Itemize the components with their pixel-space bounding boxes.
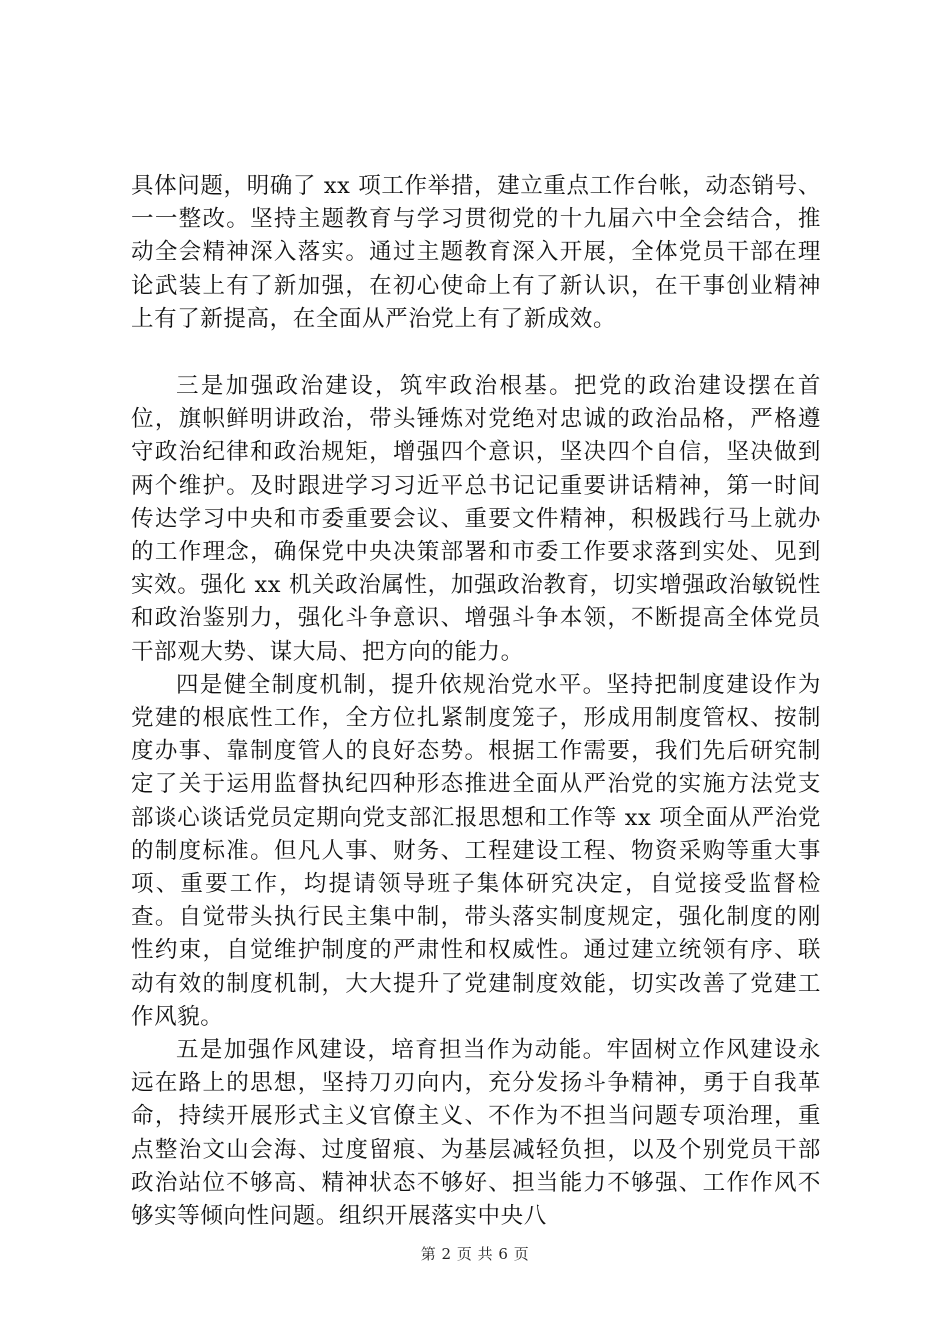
page-number-footer: 第 2 页 共 6 页 <box>420 1245 530 1263</box>
document-body <box>131 170 821 1233</box>
paragraph-institutional-mechanism: 四是健全制度机制，提升依规治党水平。坚持把制度建设作为党建的根底性工作，全方位扎紧制度笼子，形成用制度管权、按制度办事、靠制度管人的良好态势。根据工作需要，我们先后研究制定了关于运用监督执纪四种形态推进全面从严治党的实施方法党支部谈心谈话党员定期向党支部汇报思想和工作等 xx 项全面从严治党的制度标准。但凡人事、财务、工程建设工程、物资采购等重大事项、重要工作，均提请领导班子集体研究决定，自觉接受监督检查。自觉带头执行民主集中制，带头落实制度规定，强化制度的刚性约束，自觉维护制度的严肃性和权威性。通过建立统领有序、联动有效的制度机制，大大提升了党建制度效能，切实改善了党建工作风貌。 <box>131 671 821 1030</box>
paragraph-continuation: 具体问题，明确了 xx 项工作举措，建立重点工作台帐，动态销号、一一整改。坚持主题教育与学习贯彻党的十九届六中全会结合，推动全会精神深入落实。通过主题教育深入开展，全体党员干部在理论武装上有了新加强，在初心使命上有了新认识，在干事创业精神上有了新提高，在全面从严治党上有了新成效。 <box>131 173 821 332</box>
paragraph-work-style: 五是加强作风建设，培育担当作为动能。牢固树立作风建设永远在路上的思想，坚持刀刃向内，充分发扬斗争精神，勇于自我革命，持续开展形式主义官僚主义、不作为不担当问题专项治理，重点整治文山会海、过度留痕、为基层减轻负担，以及个别党员干部政治站位不够高、精神状态不够好、担当能力不够强、工作作风不够实等倾向性问题。组织开展落实中央八 <box>131 1037 821 1230</box>
paragraph-political-construction: 三是加强政治建设，筑牢政治根基。把党的政治建设摆在首位，旗帜鲜明讲政治，带头锤炼对党绝对忠诚的政治品格，严格遵守政治纪律和政治规矩，增强四个意识，坚决四个自信，坚决做到两个维护。及时跟进学习习近平总书记记重要讲话精神，第一时间传达学习中央和市委重要会议、重要文件精神，积极践行马上就办的工作理念，确保党中央决策部署和市委工作要求落到实处、见到实效。强化 xx 机关政治属性，加强政治教育，切实增强政治敏锐性和政治鉴别力，强化斗争意识、增强斗争本领，不断提高全体党员干部观大势、谋大局、把方向的能力。 <box>131 373 821 665</box>
